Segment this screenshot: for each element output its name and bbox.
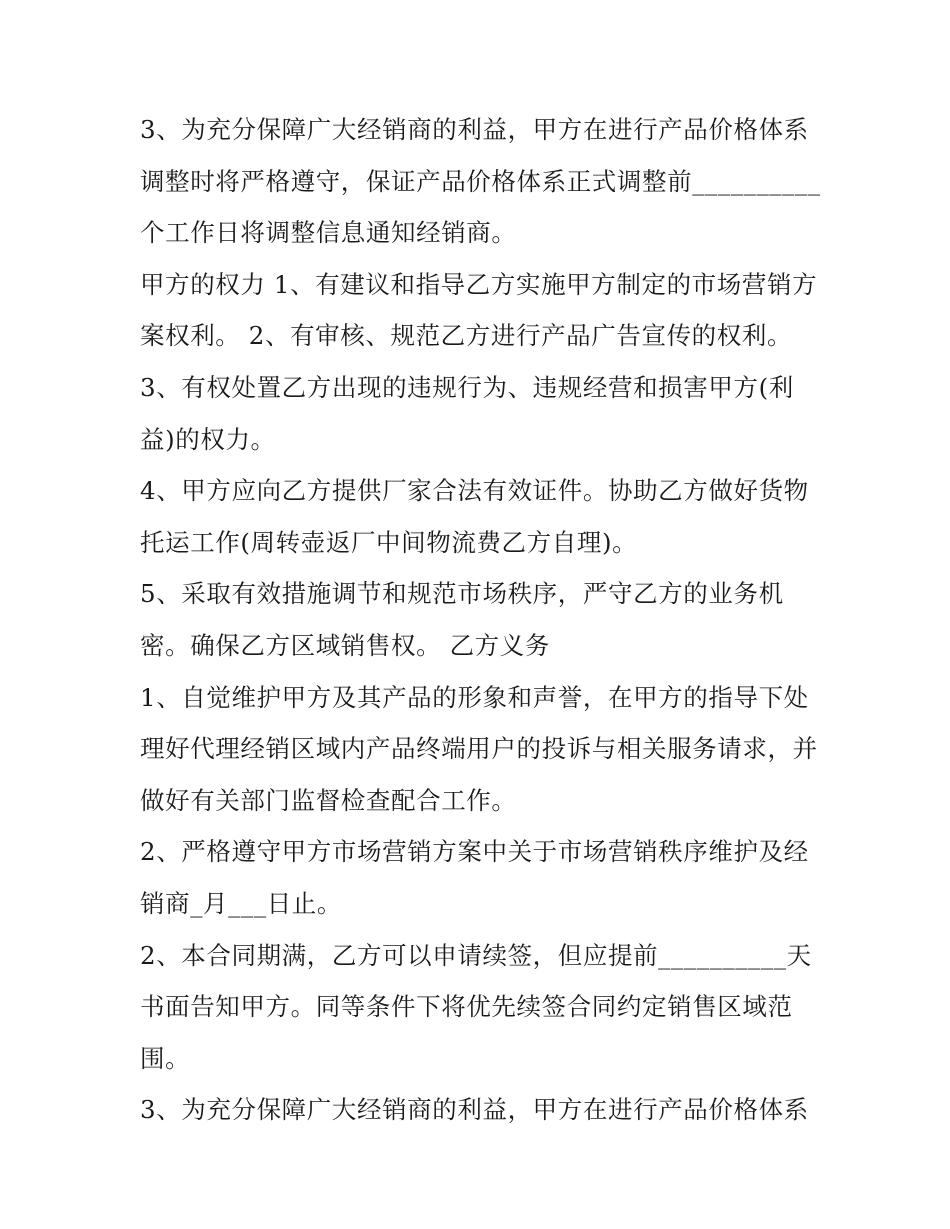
text-line: 理好代理经销区域内产品终端用户的投诉与相关服务请求，并: [140, 734, 818, 764]
text-line: 5、采取有效措施调节和规范市场秩序，严守乙方的业务机: [140, 579, 784, 609]
contract-text: [140, 104, 820, 1136]
text-line: 调整时将严格遵守，保证产品价格体系正式调整前__________: [140, 166, 821, 196]
text-line: 3、为充分保障广大经销商的利益，甲方在进行产品价格体系: [140, 1095, 809, 1125]
text-line: 3、为充分保障广大经销商的利益，甲方在进行产品价格体系: [140, 115, 809, 144]
text-line: 做好有关部门监督检查配合工作。: [140, 785, 517, 815]
text-line: 书面告知甲方。同等条件下将优先续签合同约定销售区域范: [140, 992, 793, 1022]
text-line: 围。: [140, 1043, 191, 1073]
text-line: 个工作日将调整信息通知经销商。: [140, 218, 517, 248]
text-line: 案权利。 2、有审核、规范乙方进行产品广告宣传的权利。: [140, 321, 793, 351]
text-line: 4、甲方应向乙方提供厂家合法有效证件。协助乙方做好货物: [140, 476, 809, 506]
text-line: 密。确保乙方区域销售权。 乙方义务: [140, 630, 550, 660]
text-line: 2、严格遵守甲方市场营销方案中关于市场营销秩序维护及经: [140, 837, 809, 867]
text-line: 2、本合同期满，乙方可以申请续签，但应提前__________天: [140, 940, 812, 970]
text-line: 1、自觉维护甲方及其产品的形象和声誉，在甲方的指导下处: [140, 682, 809, 712]
text-line: 益)的权力。: [140, 424, 276, 454]
text-line: 3、有权处置乙方出现的违规行为、违规经营和损害甲方(利: [140, 372, 794, 402]
text-line: 托运工作(周转壶返厂中间物流费乙方自理)。: [140, 527, 638, 557]
text-line: 销商_月___日止。: [140, 888, 342, 918]
text-line: 甲方的权力 1、有建议和指导乙方实施甲方制定的市场营销方: [140, 269, 818, 299]
